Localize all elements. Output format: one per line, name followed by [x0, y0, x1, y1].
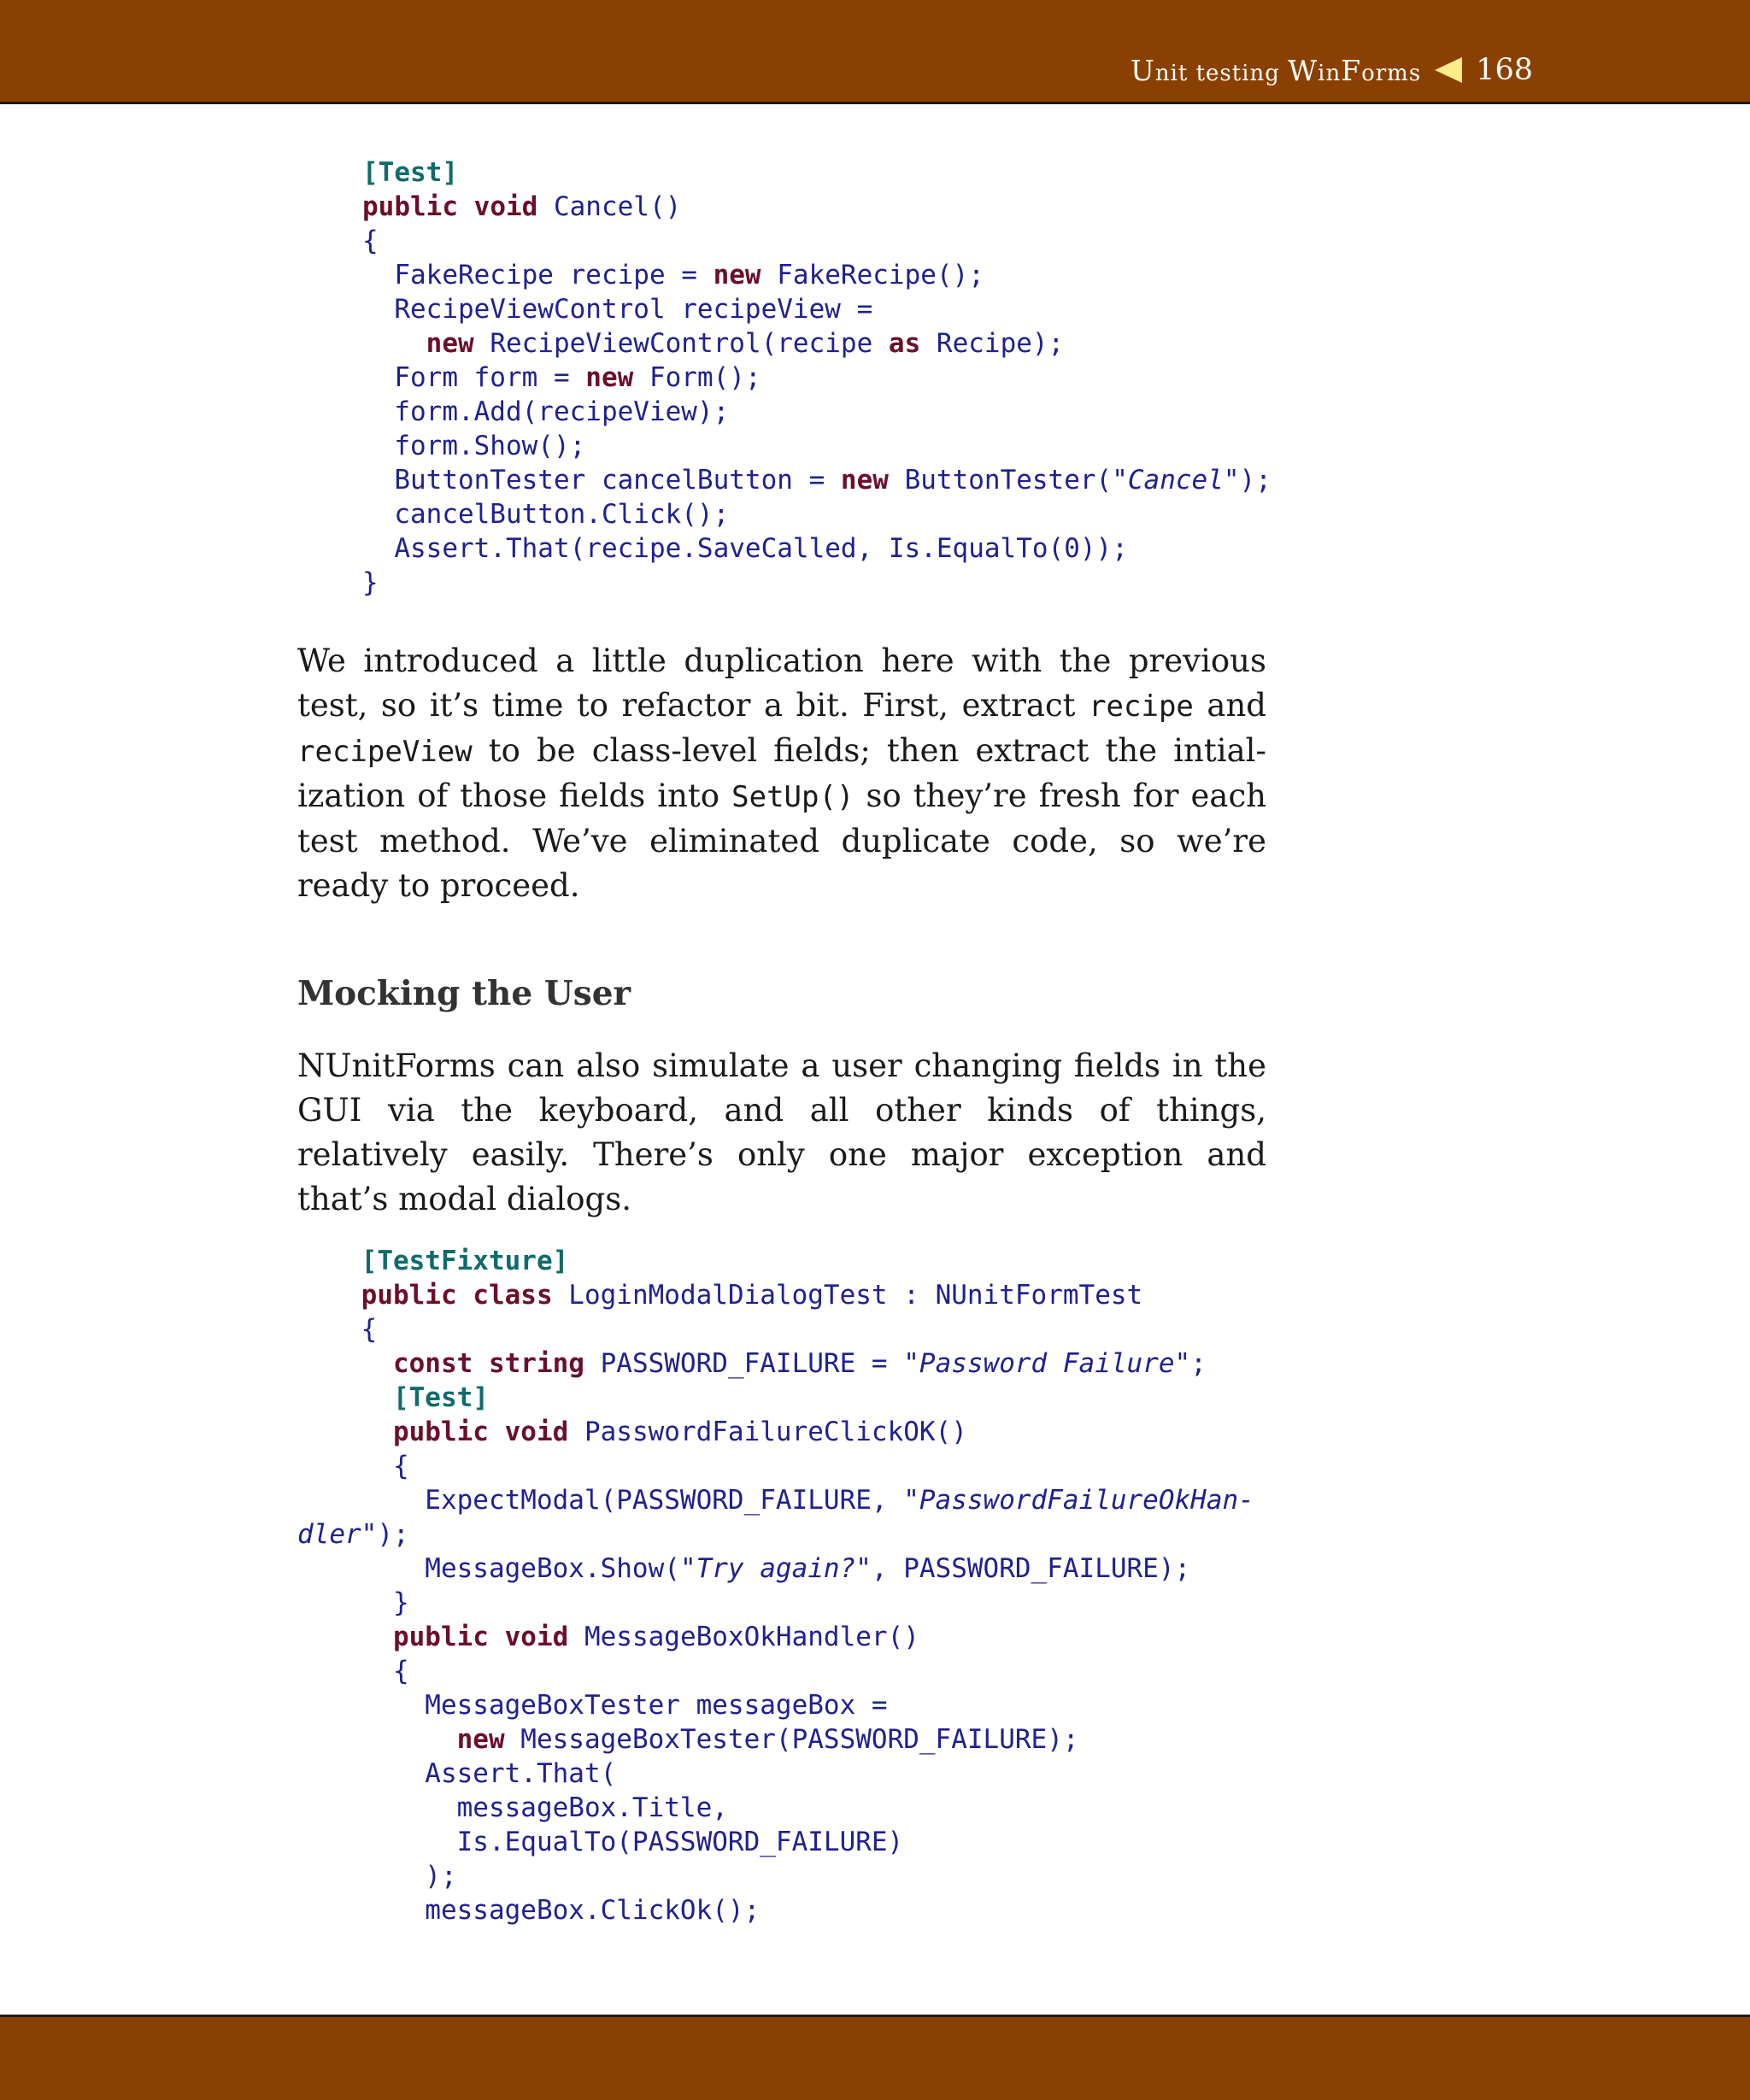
- header-bar: [0, 0, 1750, 104]
- footer-bar: [0, 2015, 1750, 2100]
- back-arrow-icon[interactable]: [1435, 57, 1462, 83]
- running-title: Unit testing WinForms: [1130, 53, 1422, 87]
- code-block-login-modal-test: [TestFixture] public class LoginModalDialogTest : NUnitFormTest { const string PASSWORD_FAILURE = "Password Failure"; [Test] public void PasswordFailureClickOK() { ExpectModal(PASSWORD_FAILURE, "PasswordFailureOkHan- dler"); MessageBox.Show("Try again?", PASSWORD_FAILURE); } public void MessageBoxOkHandler() { MessageBoxTester messageBox = new MessageBoxTester(PASSWORD_FAILURE); Assert.That( messageBox.Title, Is.EqualTo(PASSWORD_FAILURE) ); messageBox.ClickOk();: [297, 1246, 1254, 1926]
- paragraph-refactor: We introduced a little duplication here with the previous test, so it’s time to refactor a bit. First, extract recipe and recipeView to be class-level fields; then extract the intialization of those fields into SetUp() so they’re fresh for each test method. We’ve eliminated duplicate code, so we’re ready to proceed.: [297, 642, 1266, 904]
- page-number: 168: [1476, 53, 1533, 87]
- section-heading: Mocking the User: [297, 974, 631, 1013]
- running-head: [1130, 53, 1533, 87]
- paragraph-nunitforms: NUnitForms can also simulate a user changing fields in the GUI via the keyboard, and all other kinds of things, relatively easily. There’s only one major exception and that’s modal dialogs.: [297, 1047, 1266, 1217]
- code-block-cancel-test: [Test] public void Cancel() { FakeRecipe recipe = new FakeRecipe(); RecipeViewControl recipeView = new RecipeViewControl(recipe as Recipe); Form form = new Form(); form.Add(recipeView); form.Show(); ButtonTester cancelButton = new ButtonTester("Cancel"); cancelButton.Click(); Assert.That(recipe.SaveCalled, Is.EqualTo(0)); }: [362, 157, 1271, 598]
